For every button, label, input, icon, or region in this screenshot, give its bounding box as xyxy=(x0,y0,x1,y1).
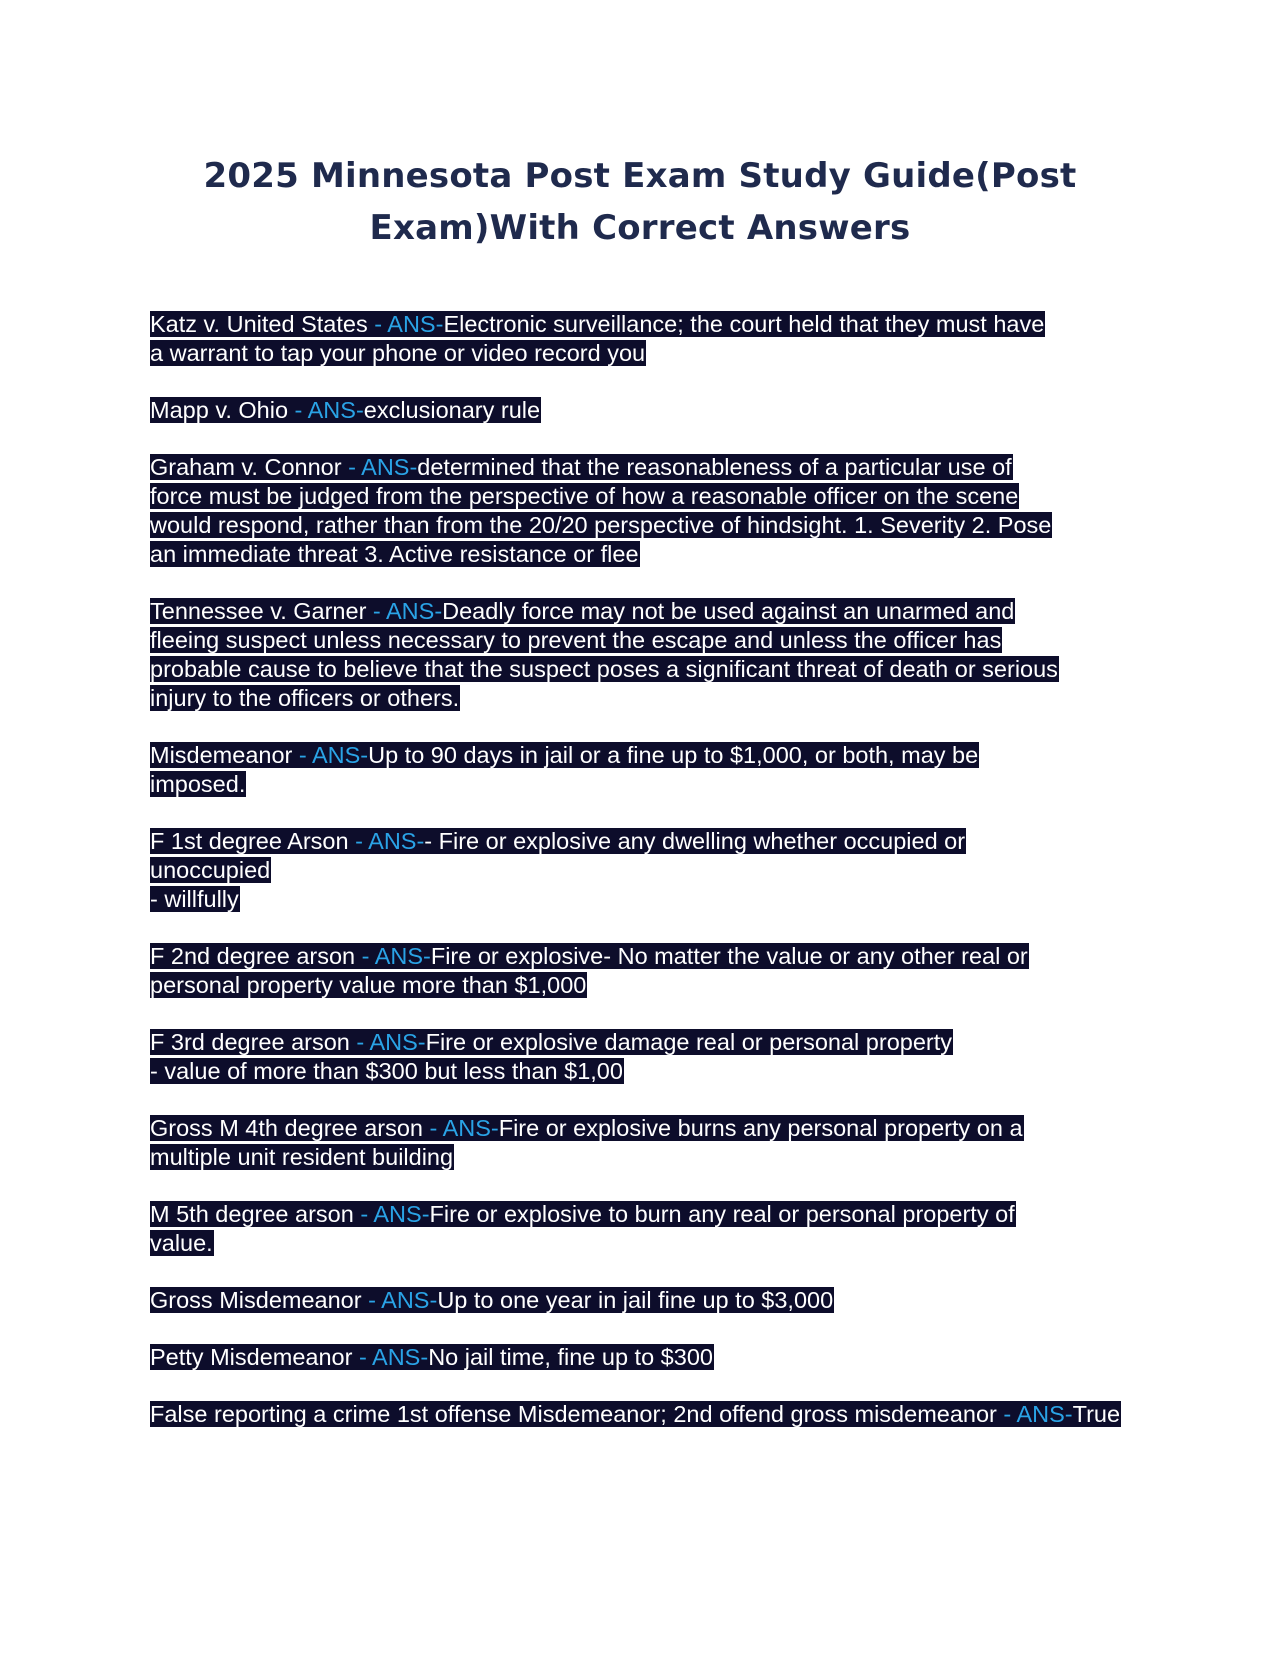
qa-answer: Fire or explosive damage real or personal property - value of more than $300 but less than $1,00 xyxy=(150,1029,953,1084)
qa-separator: - ANS- xyxy=(348,828,425,854)
qa-answer: exclusionary rule xyxy=(363,397,541,423)
qa-item xyxy=(150,942,1130,1000)
qa-item xyxy=(150,310,1130,368)
qa-item xyxy=(150,453,1130,569)
qa-separator: - ANS- xyxy=(353,1201,430,1227)
qa-term: Gross Misdemeanor xyxy=(150,1287,362,1313)
qa-separator: - ANS- xyxy=(341,454,418,480)
qa-highlight xyxy=(150,1115,1024,1170)
qa-item xyxy=(150,1286,1130,1315)
qa-list xyxy=(150,310,1130,1457)
qa-highlight xyxy=(150,1344,714,1370)
qa-highlight xyxy=(150,598,1059,711)
qa-highlight xyxy=(150,1287,834,1313)
qa-item xyxy=(150,827,1130,914)
qa-separator: - ANS- xyxy=(292,742,369,768)
qa-item xyxy=(150,597,1130,713)
qa-answer: True xyxy=(1072,1401,1121,1427)
qa-term: Graham v. Connor xyxy=(150,454,342,480)
document-title-line-2: Exam)With Correct Answers xyxy=(369,208,911,248)
qa-term: Mapp v. Ohio xyxy=(150,397,289,423)
qa-item xyxy=(150,741,1130,799)
qa-answer: Fire or explosive- No matter the value or any other real or personal property value more than $1,000 xyxy=(150,943,1028,998)
qa-term: F 2nd degree arson xyxy=(150,943,356,969)
qa-highlight xyxy=(150,742,979,797)
qa-item xyxy=(150,1343,1130,1372)
qa-answer: Deadly force may not be used against an unarmed and fleeing suspect unless necessary to prevent the escape and unless the officer has probable cause to believe that the suspect poses a significant threat of death or serious injury to the officers or others. xyxy=(150,598,1058,711)
qa-term: M 5th degree arson xyxy=(150,1201,354,1227)
qa-separator: - ANS- xyxy=(288,397,364,423)
qa-highlight xyxy=(150,828,966,912)
qa-item xyxy=(150,396,1130,425)
qa-highlight xyxy=(150,1029,953,1084)
qa-term: Katz v. United States xyxy=(150,311,368,337)
qa-item xyxy=(150,1400,1130,1429)
qa-term: Misdemeanor xyxy=(150,742,293,768)
document-title-line-1: 2025 Minnesota Post Exam Study Guide(Post xyxy=(203,156,1077,196)
qa-answer: determined that the reasonableness of a particular use of force must be judged from the perspective of how a reasonable officer on the scene would respond, rather than from the 20/20 perspective of hindsight. 1. Severity 2. Pose an immediate threat 3. Active resistance or flee xyxy=(150,454,1052,567)
qa-separator: - ANS- xyxy=(366,598,443,624)
qa-term: Petty Misdemeanor xyxy=(150,1344,353,1370)
qa-answer: Up to 90 days in jail or a fine up to $1,000, or both, may be imposed. xyxy=(150,742,979,797)
qa-answer: No jail time, fine up to $300 xyxy=(428,1344,713,1370)
qa-item xyxy=(150,1028,1130,1086)
qa-answer: Fire or explosive to burn any real or personal property of value. xyxy=(150,1201,1015,1256)
qa-item xyxy=(150,1200,1130,1258)
qa-term: Gross M 4th degree arson xyxy=(150,1115,423,1141)
qa-item xyxy=(150,1114,1130,1172)
qa-separator: - ANS- xyxy=(355,943,431,969)
qa-term: Tennessee v. Garner xyxy=(150,598,367,624)
qa-highlight xyxy=(150,397,541,423)
document-title xyxy=(150,150,1130,254)
qa-highlight xyxy=(150,311,1045,366)
qa-answer: Up to one year in jail fine up to $3,000 xyxy=(437,1287,834,1313)
qa-highlight xyxy=(150,1401,1121,1427)
qa-separator: - ANS- xyxy=(996,1401,1073,1427)
qa-answer: Fire or explosive burns any personal property on a multiple unit resident building xyxy=(150,1115,1023,1170)
qa-answer: Electronic surveillance; the court held that they must have a warrant to tap your phone or video record you xyxy=(150,311,1045,366)
qa-highlight xyxy=(150,1201,1016,1256)
qa-term: False reporting a crime 1st offense Misdemeanor; 2nd offend gross misdemeanor xyxy=(150,1401,997,1427)
qa-separator: - ANS- xyxy=(423,1115,499,1141)
qa-term: F 1st degree Arson xyxy=(150,828,349,854)
qa-term: F 3rd degree arson xyxy=(150,1029,350,1055)
qa-highlight xyxy=(150,943,1029,998)
qa-separator: - ANS- xyxy=(349,1029,426,1055)
qa-separator: - ANS- xyxy=(361,1287,438,1313)
qa-answer: - Fire or explosive any dwelling whether occupied or unoccupied - willfully xyxy=(150,828,966,912)
qa-separator: - ANS- xyxy=(367,311,444,337)
qa-highlight xyxy=(150,454,1052,567)
qa-separator: - ANS- xyxy=(352,1344,429,1370)
